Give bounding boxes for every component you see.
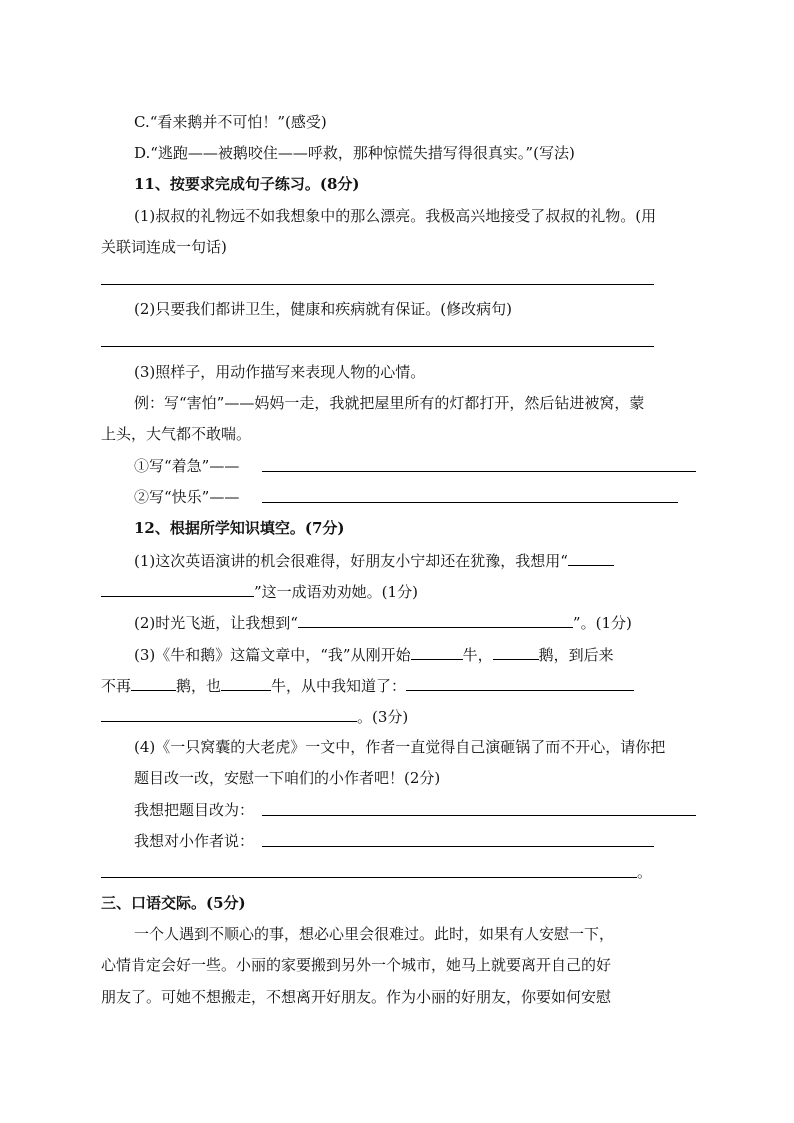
q11-example-line1: 例：写“害怕”——妈妈一走，我就把屋里所有的灯都打开，然后钻进被窝，蒙 (134, 394, 645, 412)
answer-line-new-title[interactable] (262, 815, 696, 816)
blank-time-quote[interactable] (298, 612, 573, 628)
q11-part3: (3)照样子，用动作描写来表现人物的心情。 (134, 363, 426, 381)
q11-item2: ②写“快乐”—— (134, 488, 240, 506)
answer-line-anxious[interactable] (262, 471, 696, 472)
q12-tell-label: 我想对小作者说： (134, 832, 255, 850)
q11-item1: ①写“着急”—— (134, 457, 240, 475)
option-c: C.“看来鹅并不可怕！”(感受) (134, 113, 327, 131)
q12-rename-label: 我想把题目改为： (134, 801, 255, 819)
q11-example-line2: 上头，大气都不敢喘。 (101, 425, 252, 443)
q11-part1-line2: 关联词连成一句话) (101, 238, 227, 256)
q12-part2-end: ”。(1分) (572, 614, 632, 632)
q12-part1-text: (1)这次英语演讲的机会很难得，好朋友小宁却还在犹豫，我想用“ (134, 552, 568, 570)
blank-lesson-2[interactable] (101, 706, 357, 722)
q12-part3-c: 鹅，到后来 (538, 646, 614, 664)
q11-part2: (2)只要我们都讲卫生，健康和疾病就有保证。(修改病句) (134, 300, 512, 318)
blank-lesson-1[interactable] (406, 675, 634, 691)
answer-line-happy[interactable] (262, 502, 678, 503)
q12-part1-end: ”这一成语劝劝她。(1分) (254, 583, 418, 601)
q12-part3-g: 。(3分) (357, 708, 409, 726)
q12-part3-e: 鹅，也 (176, 677, 222, 695)
blank-ox-1[interactable] (411, 644, 463, 660)
q12-part1-a (134, 550, 614, 571)
q12-part3-line1 (134, 644, 614, 665)
q12-end-mark: 。 (637, 863, 653, 881)
section-3-title: 三、口语交际。(5分) (101, 894, 246, 912)
q12-part3-line2 (101, 675, 634, 696)
option-d: D.“逃跑——被鹅咬住——呼救，那种惊慌失措写得很真实。”(写法) (134, 144, 575, 162)
section-3-line1: 一个人遇到不顺心的事，想必心里会很难过。此时，如果有人安慰一下， (134, 925, 615, 943)
q12-part3-line3 (101, 706, 408, 727)
q12-part3-d: 不再 (101, 677, 132, 695)
q12-part3-b: 牛， (462, 646, 493, 664)
answer-line-message-1[interactable] (262, 846, 654, 847)
question-11-title: 11、按要求完成句子练习。(8分) (134, 175, 360, 193)
section-3-line3: 朋友了。可她不想搬走，不想离开好朋友。作为小丽的好朋友，你要如何安慰 (101, 988, 612, 1006)
q12-part4-line2: 题目改一改，安慰一下咱们的小作者吧！(2分) (134, 769, 441, 787)
q12-part3-f: 牛，从中我知道了： (271, 677, 407, 695)
answer-line-q11-1[interactable] (101, 284, 654, 285)
blank-idiom-1[interactable] (568, 550, 614, 566)
answer-line-q11-2[interactable] (101, 346, 654, 347)
section-3-line2: 心情肯定会好一些。小丽的家要搬到另外一个城市，她马上就要离开自己的好 (101, 956, 612, 974)
q12-part1-b (101, 581, 418, 602)
blank-ox-2[interactable] (221, 675, 271, 691)
answer-line-message-2[interactable] (101, 877, 637, 878)
blank-idiom-2[interactable] (101, 581, 254, 597)
q11-part1-line1: (1)叔叔的礼物远不如我想象中的那么漂亮。我极高兴地接受了叔叔的礼物。(用 (134, 207, 657, 225)
q12-part2-text: (2)时光飞逝，让我想到“ (134, 614, 298, 632)
blank-goose-1[interactable] (493, 644, 539, 660)
q12-part3-a: (3)《牛和鹅》这篇文章中，“我”从刚开始 (134, 646, 411, 664)
question-12-title: 12、根据所学知识填空。(7分) (134, 519, 345, 537)
q12-part4-line1: (4)《一只窝囊的大老虎》一文中，作者一直觉得自己演砸锅了而不开心，请你把 (134, 738, 666, 756)
q12-part2 (134, 612, 632, 633)
blank-goose-2[interactable] (131, 675, 176, 691)
